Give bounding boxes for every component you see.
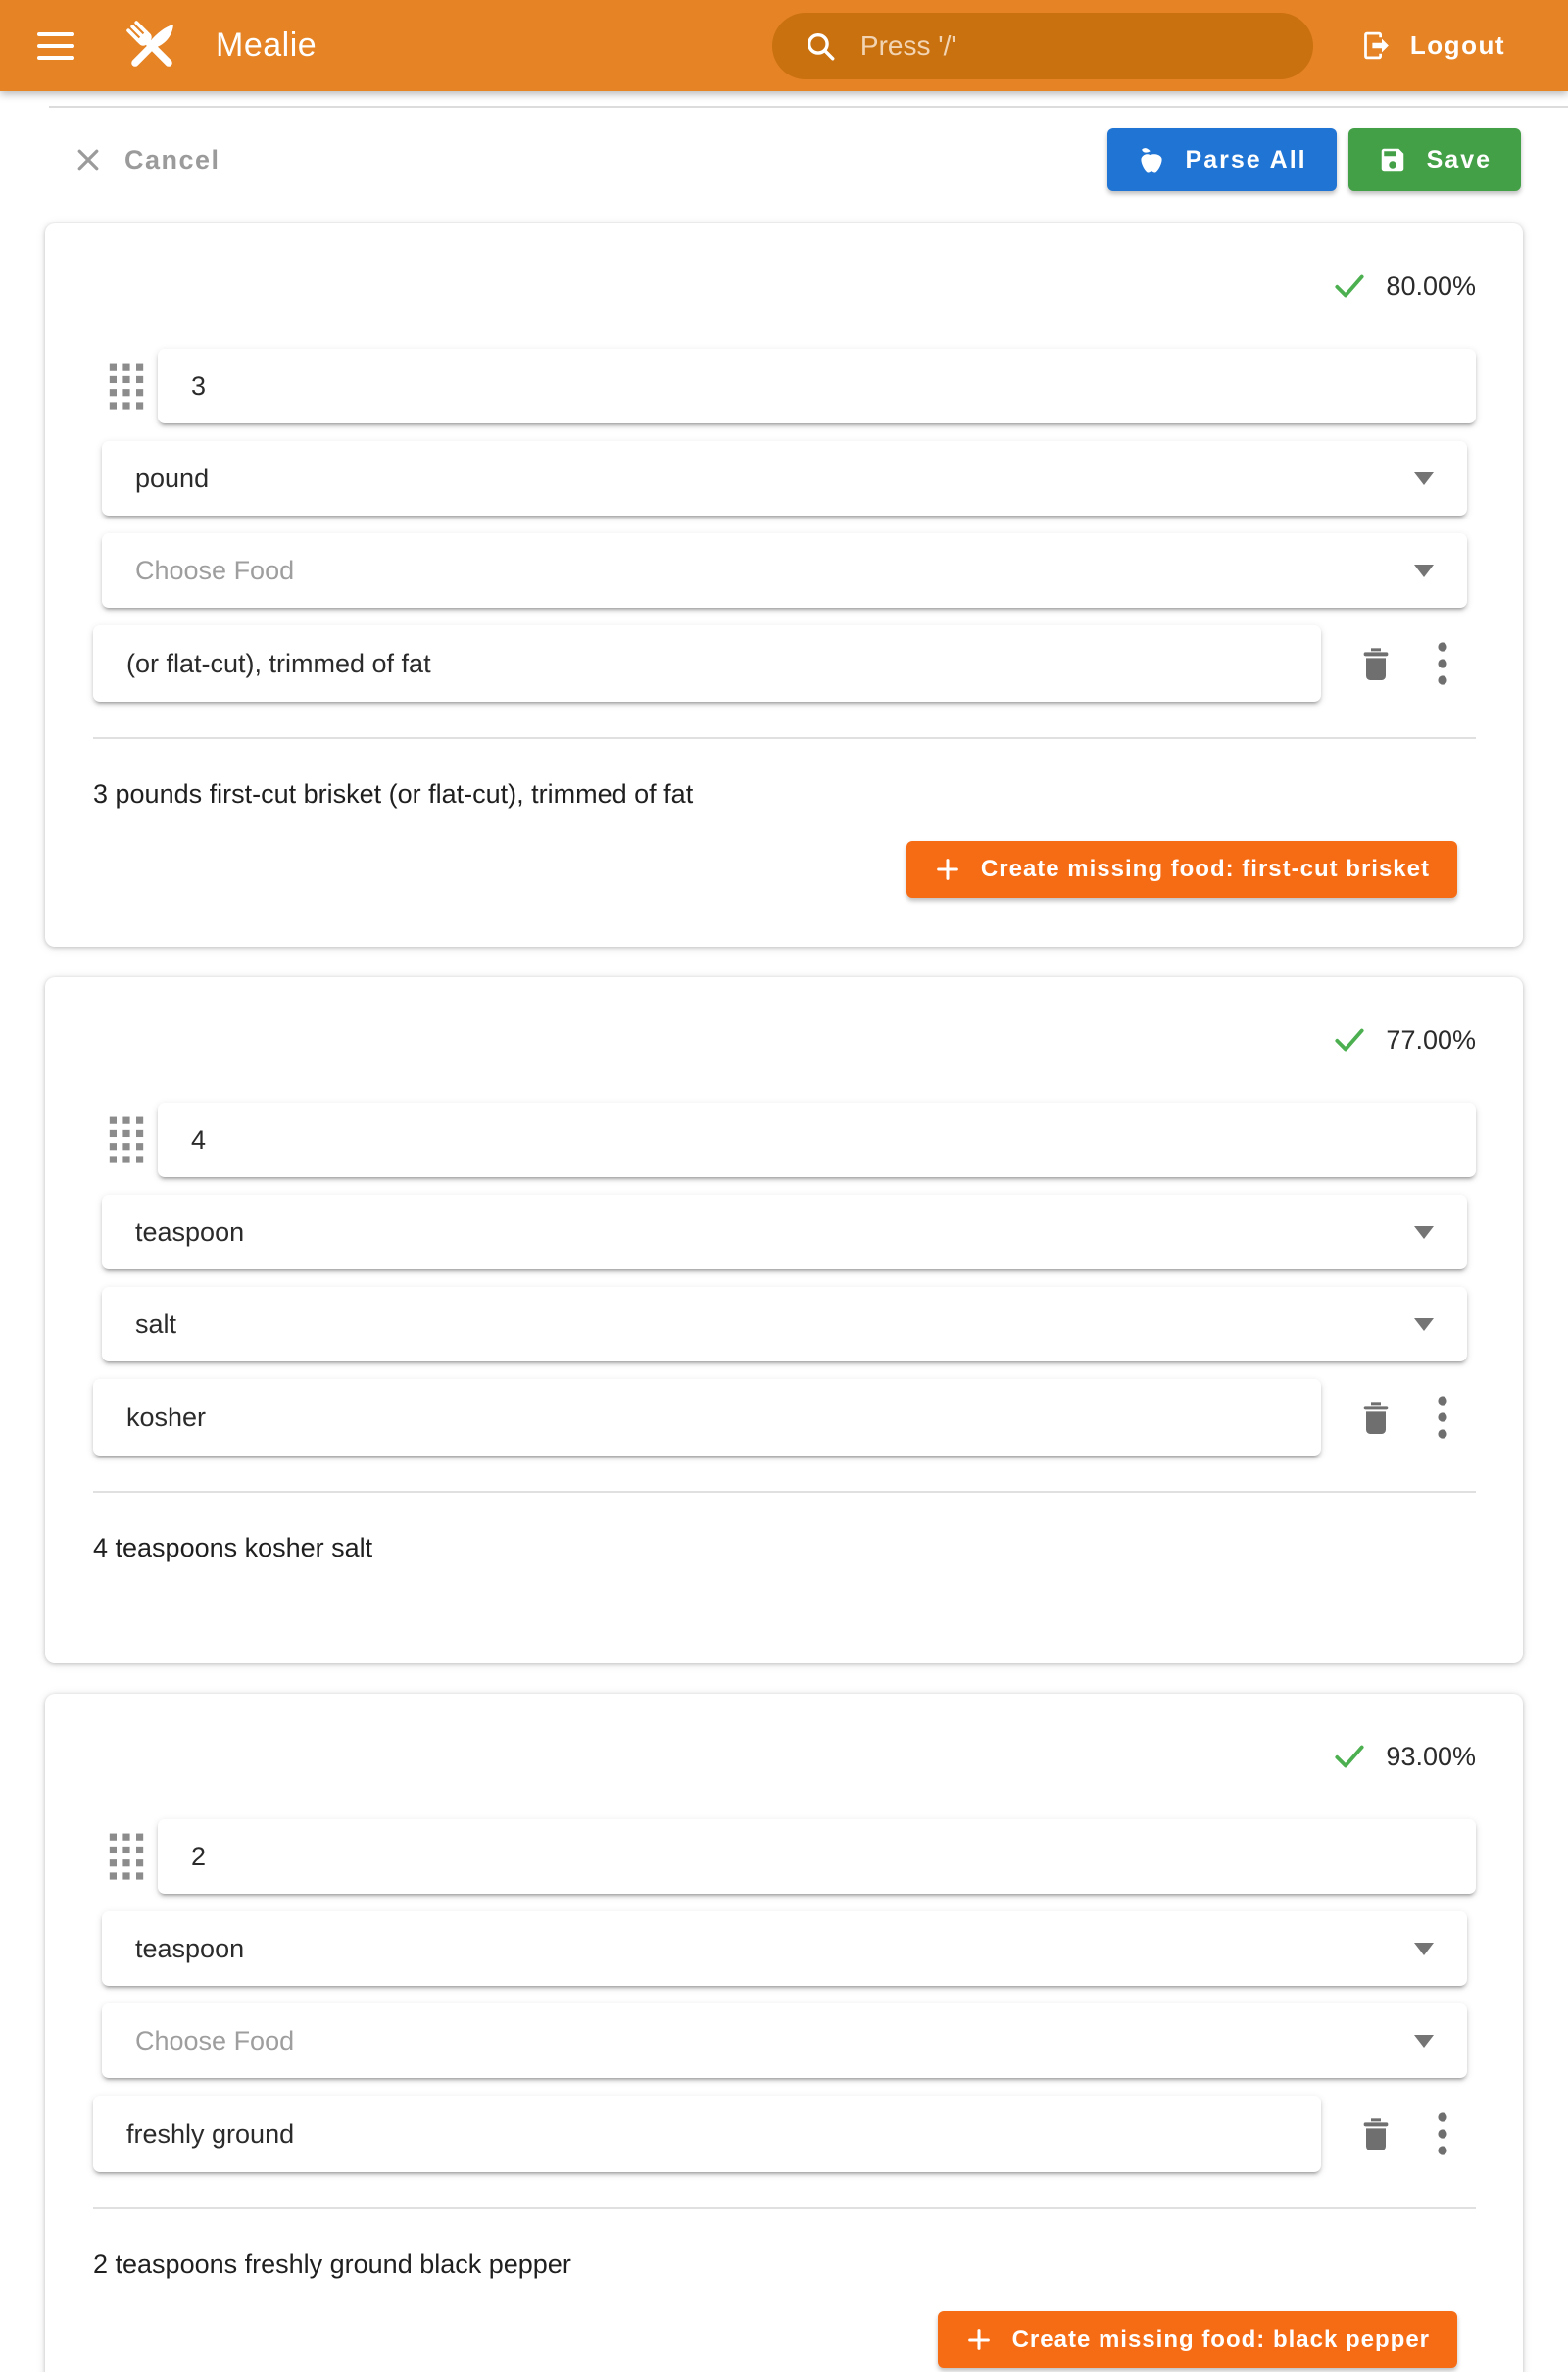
drag-handle-icon[interactable] — [108, 1832, 145, 1881]
delete-icon[interactable] — [1356, 1398, 1396, 1437]
quantity-input[interactable] — [158, 1103, 1476, 1177]
unit-value: teaspoon — [135, 1933, 245, 1963]
editor-toolbar — [0, 91, 1568, 223]
chevron-down-icon — [1414, 1943, 1434, 1955]
chevron-down-icon — [1414, 1318, 1434, 1331]
confidence-value: 93.00% — [1386, 1741, 1476, 1771]
check-icon — [1331, 268, 1368, 305]
plus-icon — [965, 2326, 993, 2353]
quantity-input[interactable] — [158, 1819, 1476, 1894]
parse-all-button[interactable] — [1107, 128, 1337, 191]
divider — [93, 1491, 1476, 1493]
app-bar — [0, 0, 1568, 91]
quantity-value: 2 — [191, 1841, 207, 1871]
drag-handle-icon[interactable] — [108, 1115, 145, 1164]
create-missing-food-button[interactable] — [938, 2311, 1457, 2368]
search-icon — [804, 29, 837, 63]
food-value: salt — [135, 1309, 177, 1339]
chevron-down-icon — [1414, 472, 1434, 485]
create-missing-food-label: Create missing food: first-cut brisket — [980, 856, 1430, 882]
unit-select[interactable] — [102, 441, 1467, 516]
divider — [49, 106, 1568, 108]
logout-icon — [1360, 29, 1393, 62]
app-title: Mealie — [216, 26, 318, 64]
delete-icon[interactable] — [1356, 644, 1396, 683]
note-value: (or flat-cut), trimmed of fat — [126, 648, 431, 678]
quantity-input[interactable] — [158, 349, 1476, 423]
note-value: kosher — [126, 1402, 207, 1432]
food-placeholder: Choose Food — [135, 2025, 295, 2055]
mealie-logo-icon — [120, 14, 184, 78]
ingredient-card — [45, 1694, 1523, 2372]
note-input[interactable] — [93, 625, 1321, 702]
chevron-down-icon — [1414, 2035, 1434, 2048]
logout-button[interactable] — [1360, 29, 1505, 62]
note-input[interactable] — [93, 2096, 1321, 2172]
note-input[interactable] — [93, 1379, 1321, 1456]
food-placeholder: Choose Food — [135, 555, 295, 585]
chevron-down-icon — [1414, 565, 1434, 577]
original-ingredient-text: 4 teaspoons kosher salt — [93, 1533, 373, 1562]
original-ingredient-text: 3 pounds first-cut brisket (or flat-cut), trimmed of fat — [93, 779, 694, 809]
apple-icon — [1137, 145, 1166, 174]
save-button[interactable] — [1348, 128, 1521, 191]
divider — [93, 2207, 1476, 2209]
ingredient-card — [45, 977, 1523, 1663]
confidence-value: 77.00% — [1386, 1024, 1476, 1055]
create-missing-food-label: Create missing food: black pepper — [1011, 2326, 1430, 2352]
divider — [93, 737, 1476, 739]
save-icon — [1378, 145, 1407, 174]
close-icon — [74, 145, 103, 174]
check-icon — [1331, 1021, 1368, 1059]
kebab-menu-icon[interactable] — [1437, 641, 1448, 686]
logout-label: Logout — [1409, 30, 1505, 60]
cancel-label: Cancel — [124, 144, 220, 174]
plus-icon — [934, 856, 961, 883]
parse-all-label: Parse All — [1185, 145, 1307, 173]
quantity-value: 3 — [191, 371, 207, 401]
quantity-value: 4 — [191, 1124, 207, 1155]
search-input[interactable] — [772, 13, 1313, 79]
kebab-menu-icon[interactable] — [1437, 1395, 1448, 1440]
unit-value: pound — [135, 463, 210, 493]
food-select[interactable] — [102, 1287, 1467, 1361]
food-select[interactable] — [102, 2003, 1467, 2078]
delete-icon[interactable] — [1356, 2114, 1396, 2153]
check-icon — [1331, 1738, 1368, 1775]
confidence-value: 80.00% — [1386, 271, 1476, 301]
drag-handle-icon[interactable] — [108, 362, 145, 411]
food-select[interactable] — [102, 533, 1467, 608]
search-placeholder: Press '/' — [859, 29, 956, 61]
original-ingredient-text: 2 teaspoons freshly ground black pepper — [93, 2249, 571, 2279]
note-value: freshly ground — [126, 2118, 295, 2149]
ingredient-card — [45, 223, 1523, 947]
kebab-menu-icon[interactable] — [1437, 2111, 1448, 2156]
menu-icon[interactable] — [37, 25, 80, 68]
chevron-down-icon — [1414, 1226, 1434, 1239]
cancel-button[interactable] — [74, 145, 220, 175]
create-missing-food-button[interactable] — [906, 841, 1457, 898]
save-label: Save — [1426, 145, 1492, 173]
unit-select[interactable] — [102, 1195, 1467, 1269]
unit-value: teaspoon — [135, 1216, 245, 1247]
unit-select[interactable] — [102, 1911, 1467, 1986]
